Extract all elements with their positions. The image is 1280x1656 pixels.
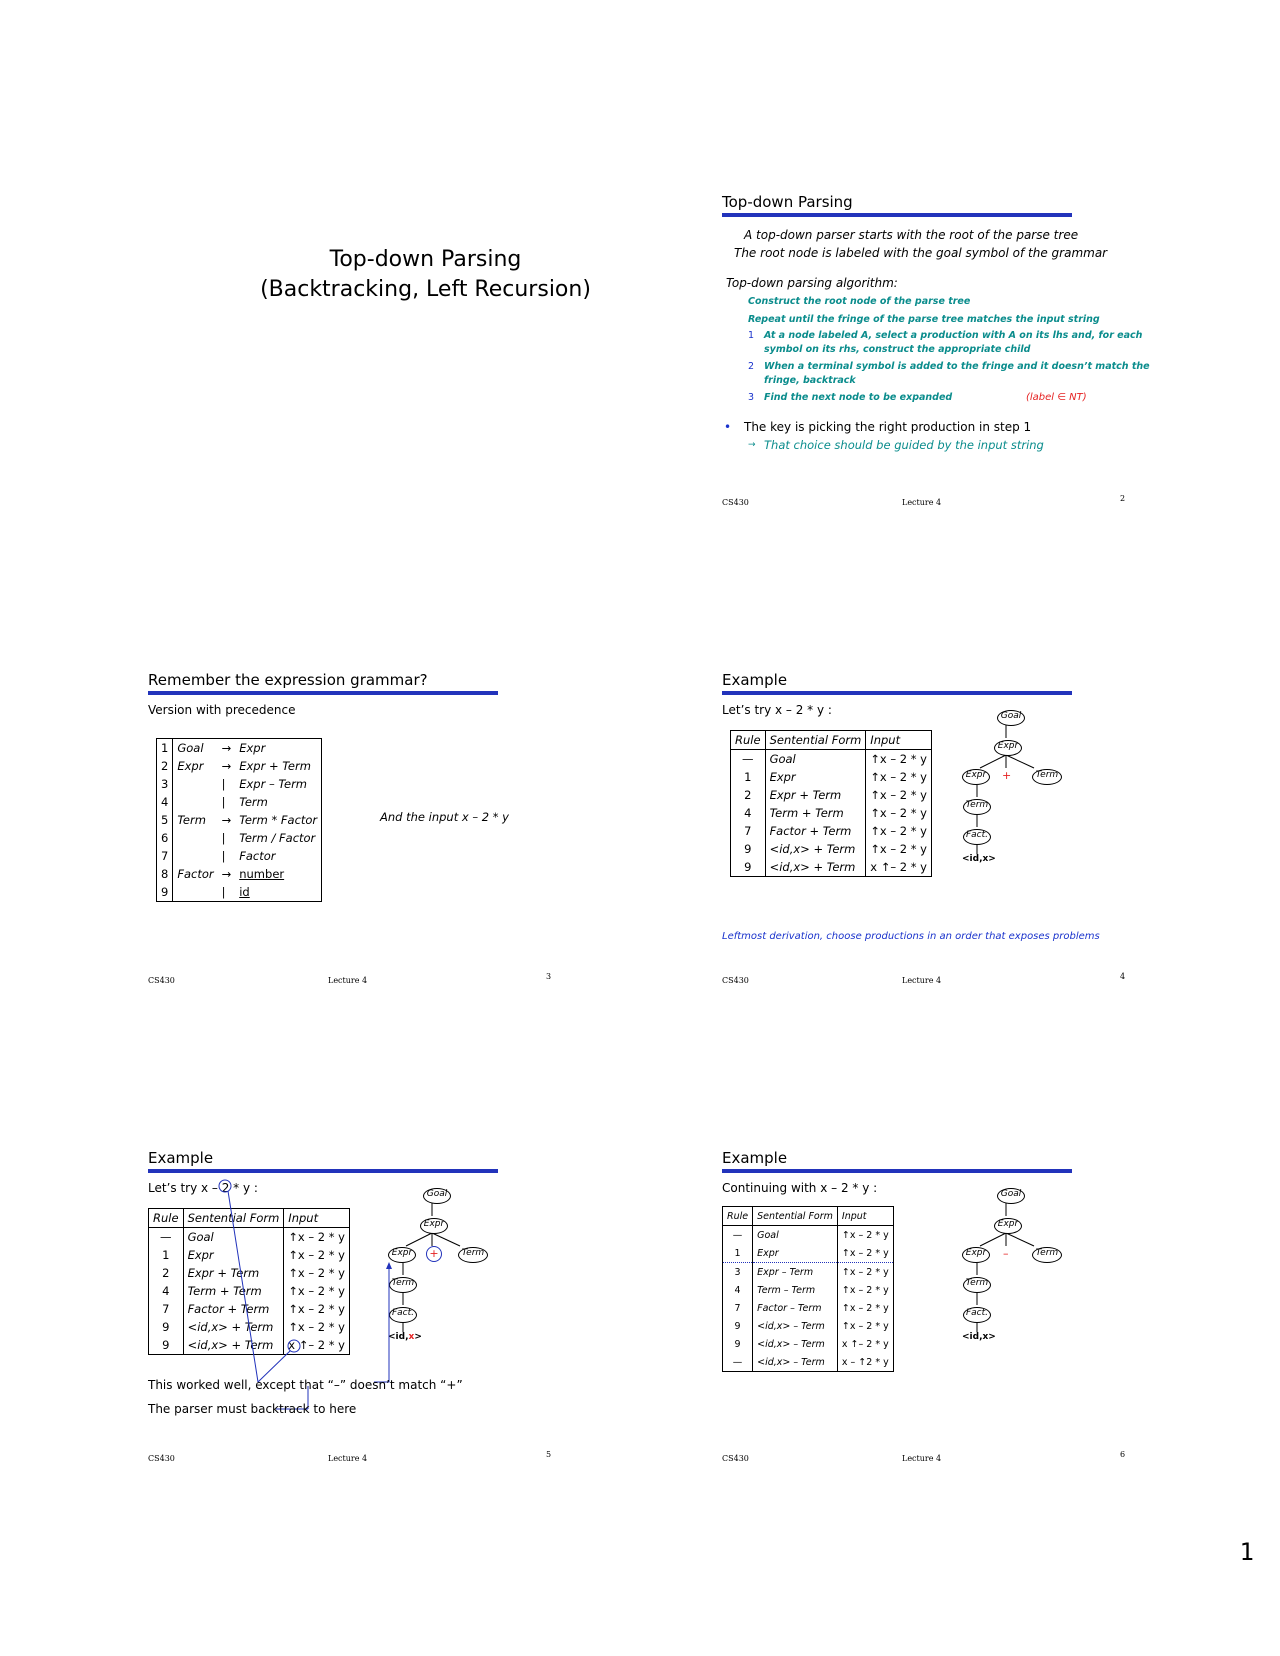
minus-circle xyxy=(288,1340,300,1352)
table-cell: ↑x – 2 * y xyxy=(870,806,927,820)
table-cell: <id,x> + Term xyxy=(183,1336,284,1355)
tree-leaf: <id,x> xyxy=(962,1332,996,1342)
table-cell: Goal xyxy=(753,1226,838,1245)
table-cell: — xyxy=(723,1226,753,1245)
table-cell: Term xyxy=(177,813,206,827)
table-cell: 7 xyxy=(723,1299,753,1317)
table-row xyxy=(157,883,322,902)
table-cell xyxy=(173,775,218,793)
column-header: Input xyxy=(866,731,932,750)
table-cell: ↑x – 2 * y xyxy=(870,842,927,856)
table-row xyxy=(731,804,932,822)
table-cell: 3 xyxy=(723,1263,753,1282)
tree-node-fact: Fact. xyxy=(389,1307,417,1323)
table-cell: x ↑– 2 * y xyxy=(870,860,927,874)
table-cell: number xyxy=(235,865,321,883)
tree-node-goal: Goal xyxy=(423,1188,451,1204)
table-cell: Expr xyxy=(235,739,321,758)
table-cell: → xyxy=(221,813,232,827)
table-cell: ↑x – 2 * y xyxy=(870,752,927,766)
table-row xyxy=(157,775,322,793)
table-cell: Factor + Term xyxy=(183,1300,284,1318)
slide-5-title: Example xyxy=(148,1149,214,1167)
table-cell: Term / Factor xyxy=(235,829,321,847)
table-cell: 1 xyxy=(731,768,766,786)
arrow-line xyxy=(228,1191,258,1382)
table-cell: 1 xyxy=(723,1244,753,1263)
table-cell: | xyxy=(221,885,226,899)
table-cell: Term – Term xyxy=(753,1281,838,1299)
derivation-table xyxy=(730,730,932,877)
column-header: Sentential Form xyxy=(753,1207,838,1226)
table-cell: ↑x – 2 * y xyxy=(841,1284,889,1296)
table-cell: 3 xyxy=(157,775,173,793)
table-row xyxy=(723,1353,894,1372)
edge xyxy=(980,1233,1006,1246)
table-cell: 2 xyxy=(149,1264,184,1282)
table-cell: <id,x> + Term xyxy=(765,840,866,858)
table-cell: ↑x – 2 * y xyxy=(288,1284,345,1298)
tree-node-fact: Fact. xyxy=(963,829,991,845)
title-bar xyxy=(722,213,1072,217)
table-cell: 9 xyxy=(149,1336,184,1355)
table-cell: 7 xyxy=(157,847,173,865)
table-row xyxy=(157,865,322,883)
tree-node-fact: Fact. xyxy=(963,1307,991,1323)
arrowhead xyxy=(386,1262,392,1269)
slide-5: Example Let’s try x – 2 * y : Rule Sentential Form Input — Goal ↑x – 2 * y 1 Expr ↑x – 2 * y 2 Expr + Term ↑x – 2 * y 4 Term + Term ↑x – 2 * y 7 Factor + Term ↑x – 2 * y 9 <id,x> + Term ↑x – 2 * y 9 <id,x> + Term x ↑– 2 * y Goal Expr Expr + Term Term Fact. <id,x> This worked well, except that “–” doesn’t match “+” The parser must backtrack to here CS430 Lecture 4 5 xyxy=(148,1146,703,1526)
table-row xyxy=(723,1299,894,1317)
slide-4-title: Example xyxy=(722,671,788,689)
tree-node-expr: Expr xyxy=(994,740,1022,756)
table-row xyxy=(723,1263,894,1282)
table-cell: ↑x – 2 * y xyxy=(870,788,927,802)
arrow-line xyxy=(374,1267,389,1382)
table-row xyxy=(731,786,932,804)
table-cell xyxy=(173,883,218,902)
table-cell xyxy=(173,847,218,865)
table-cell: Expr xyxy=(177,759,204,773)
title-bar xyxy=(722,691,1072,695)
table-row xyxy=(157,793,322,811)
table-cell: 2 xyxy=(157,757,173,775)
table-cell: ↑x – 2 * y xyxy=(841,1229,889,1241)
table-row xyxy=(157,847,322,865)
table-cell: Term * Factor xyxy=(235,811,321,829)
table-cell: ↑x – 2 * y xyxy=(841,1302,889,1314)
table-cell: 9 xyxy=(731,858,766,877)
table-cell: | xyxy=(221,777,226,791)
slide-2-title: Top-down Parsing xyxy=(722,193,853,211)
table-cell: Goal xyxy=(183,1228,284,1247)
table-cell: ↑x – 2 * y xyxy=(841,1320,889,1332)
table-cell: — xyxy=(731,750,766,769)
table-cell: <id,x> + Term xyxy=(183,1318,284,1336)
table-cell: Term xyxy=(235,793,321,811)
edge xyxy=(1006,1233,1034,1246)
table-row xyxy=(157,757,322,775)
minus-circle xyxy=(219,1180,231,1192)
bullet-icon: • xyxy=(724,420,732,434)
tree-node-term: Term xyxy=(1032,1247,1062,1263)
table-row xyxy=(731,768,932,786)
slide-6: Example Continuing with x – 2 * y : Rule Sentential Form Input — Goal ↑x – 2 * y 1 Expr ↑x – 2 * y 3 Expr – Term ↑x – 2 * y 4 Term – Term ↑x – 2 * y 7 Factor – Term ↑x – 2 * y 9 <id,x> – Term ↑x – 2 * y 9 <id,x> – Term x ↑– 2 * y — <id,x> – Term x – ↑2 * y Goal Expr Expr – Term Term Fact. <id,x> CS430 Lecture 4 6 xyxy=(722,1149,1126,1463)
table-cell: Goal xyxy=(765,750,866,769)
edge xyxy=(1006,755,1034,768)
table-cell: Expr xyxy=(183,1246,284,1264)
table-cell: 1 xyxy=(157,739,173,758)
tree-node-goal: Goal xyxy=(997,1188,1025,1204)
table-cell: ↑x – 2 * y xyxy=(841,1247,889,1259)
table-cell: 4 xyxy=(723,1281,753,1299)
table-cell: 7 xyxy=(149,1300,184,1318)
page-number: 1 xyxy=(1239,1538,1254,1566)
slide-1 xyxy=(148,190,703,570)
slide-2: Top-down Parsing A top-down parser starts with the root of the parse tree The root node is labeled with the goal symbol of the grammar Top-down parsing algorithm: Construct the root node of the parse tree Repeat until the fringe of the parse tree matches the input string 1 At a node labeled A, select a production with A on its lhs and, for each symbol on its rhs, construct the appropriate child 2 When a terminal symbol is added to the fringe and it doesn’t match the fringe, backtrack 3 Find the next node to be expanded (label ∈ NT) • The key is picking the right production in step 1 → That choice should be guided by the input string CS430 Lecture 4 2 xyxy=(722,193,1150,507)
grammar-table xyxy=(156,738,322,902)
table-cell: ↑x – 2 * y xyxy=(288,1320,345,1334)
table-cell: <id,x> – Term xyxy=(753,1353,838,1372)
slide-3: Remember the expression grammar? Version with precedence 1 Goal → Expr 2 Expr → Expr + Term 3 | Expr – Term 4 | Term 5 Term → Term * Factor 6 | Term / Factor 7 | Factor 8 Factor → number 9 | id And the input x – 2 * y CS430 Lecture 4 3 xyxy=(148,671,552,985)
table-cell: | xyxy=(221,831,226,845)
table-cell: ↑x – 2 * y xyxy=(288,1266,345,1280)
table-cell: Term + Term xyxy=(765,804,866,822)
table-cell: ↑x – 2 * y xyxy=(870,770,927,784)
table-cell: Expr – Term xyxy=(753,1263,838,1282)
title-bar xyxy=(148,691,498,695)
tree-node-expr: Expr xyxy=(962,1247,990,1263)
table-row xyxy=(731,750,932,769)
tree-node-expr: Expr xyxy=(994,1218,1022,1234)
table-cell: ↑x – 2 * y xyxy=(288,1230,345,1244)
tree-node-term: Term xyxy=(963,1277,991,1293)
table-cell: 4 xyxy=(731,804,766,822)
table-cell: x ↑– 2 * y xyxy=(288,1338,345,1352)
table-row xyxy=(731,840,932,858)
column-header: Sentential Form xyxy=(765,731,866,750)
table-cell: 8 xyxy=(157,865,173,883)
table-row xyxy=(731,858,932,877)
column-header: Input xyxy=(284,1209,350,1228)
table-cell: → xyxy=(221,867,232,881)
table-cell: Factor xyxy=(177,867,214,881)
tree-node-term: Term xyxy=(389,1277,417,1293)
table-cell: | xyxy=(221,795,226,809)
table-cell: 9 xyxy=(731,840,766,858)
slide-3-title: Remember the expression grammar? xyxy=(148,671,428,689)
table-cell xyxy=(173,793,218,811)
tree-node-term: Term xyxy=(1032,769,1062,785)
column-header: Rule xyxy=(723,1207,753,1226)
table-cell: Expr + Term xyxy=(765,786,866,804)
table-cell: 9 xyxy=(157,883,173,902)
table-cell: Expr + Term xyxy=(235,757,321,775)
table-cell: 4 xyxy=(149,1282,184,1300)
table-cell: <id,x> – Term xyxy=(753,1317,838,1335)
tree-node-term: Term xyxy=(458,1247,488,1263)
table-cell: id xyxy=(235,883,321,902)
table-cell: ↑x – 2 * y xyxy=(841,1266,889,1278)
table-cell: → xyxy=(221,759,232,773)
table-cell: <id,x> + Term xyxy=(765,858,866,877)
table-cell: — xyxy=(723,1353,753,1372)
table-cell: | xyxy=(221,849,226,863)
table-row xyxy=(723,1281,894,1299)
edge xyxy=(980,755,1006,768)
tree-node-op: + xyxy=(426,1246,442,1262)
table-cell: 6 xyxy=(157,829,173,847)
table-cell: 2 xyxy=(731,786,766,804)
table-row xyxy=(731,822,932,840)
table-cell: x ↑– 2 * y xyxy=(841,1338,889,1350)
table-cell: Expr xyxy=(753,1244,838,1263)
table-cell: 9 xyxy=(723,1335,753,1353)
slide-1-title: Top-down Parsing (Backtracking, Left Recursion) xyxy=(260,247,591,302)
table-cell: Factor + Term xyxy=(765,822,866,840)
tree-node-expr: Expr xyxy=(420,1218,448,1234)
column-header: Sentential Form xyxy=(183,1209,284,1228)
table-cell: 4 xyxy=(157,793,173,811)
table-cell: 7 xyxy=(731,822,766,840)
table-cell: Expr + Term xyxy=(183,1264,284,1282)
table-cell: Expr – Term xyxy=(235,775,321,793)
table-cell: 1 xyxy=(149,1246,184,1264)
table-cell: → xyxy=(221,741,232,755)
table-cell: <id,x> – Term xyxy=(753,1335,838,1353)
tree-leaf: <id,x> xyxy=(962,854,996,864)
tree-node-expr: Expr xyxy=(388,1247,416,1263)
table-cell: Goal xyxy=(177,741,204,755)
table-cell xyxy=(173,829,218,847)
sub-arrow-icon: → xyxy=(748,440,756,450)
table-row xyxy=(157,829,322,847)
table-cell: 9 xyxy=(723,1317,753,1335)
tree-node-expr: Expr xyxy=(962,769,990,785)
slide-6-title: Example xyxy=(722,1149,788,1167)
title-bar xyxy=(722,1169,1072,1173)
table-row xyxy=(723,1317,894,1335)
table-cell: 9 xyxy=(149,1318,184,1336)
table-cell: ↑x – 2 * y xyxy=(870,824,927,838)
tree-node-term: Term xyxy=(963,799,991,815)
column-header: Input xyxy=(837,1207,893,1226)
tree-node-op: + xyxy=(1002,769,1012,782)
column-header: Rule xyxy=(731,731,766,750)
table-cell: x – ↑2 * y xyxy=(841,1356,889,1368)
table-cell: ↑x – 2 * y xyxy=(288,1248,345,1262)
backtrack-arrows xyxy=(148,1146,468,1416)
table-row xyxy=(157,811,322,829)
table-cell: 5 xyxy=(157,811,173,829)
table-cell: Factor xyxy=(235,847,321,865)
tree-node-op: – xyxy=(1003,1247,1009,1260)
table-cell: ↑x – 2 * y xyxy=(288,1302,345,1316)
table-cell: Factor – Term xyxy=(753,1299,838,1317)
slide-4: Example Let’s try x – 2 * y : Rule Sentential Form Input — Goal ↑x – 2 * y 1 Expr ↑x – 2 * y 2 Expr + Term ↑x – 2 * y 4 Term + Term ↑x – 2 * y 7 Factor + Term ↑x – 2 * y 9 <id,x> + Term ↑x – 2 * y 9 <id,x> + Term x ↑– 2 * y Goal Expr Expr + Term Term Fact. <id,x> Leftmost derivation, choose productions in an order that exposes problems CS430 Lecture 4 4 xyxy=(722,671,1126,985)
table-row xyxy=(723,1335,894,1353)
tree-leaf: <id,x> xyxy=(388,1332,422,1342)
table-row xyxy=(723,1244,894,1263)
table-row xyxy=(723,1226,894,1245)
table-row xyxy=(157,739,322,758)
table-cell: Expr xyxy=(765,768,866,786)
tree-node-goal: Goal xyxy=(997,710,1025,726)
table-cell: — xyxy=(149,1228,184,1247)
table-cell: Term + Term xyxy=(183,1282,284,1300)
derivation-table xyxy=(722,1206,894,1372)
column-header: Rule xyxy=(149,1209,184,1228)
